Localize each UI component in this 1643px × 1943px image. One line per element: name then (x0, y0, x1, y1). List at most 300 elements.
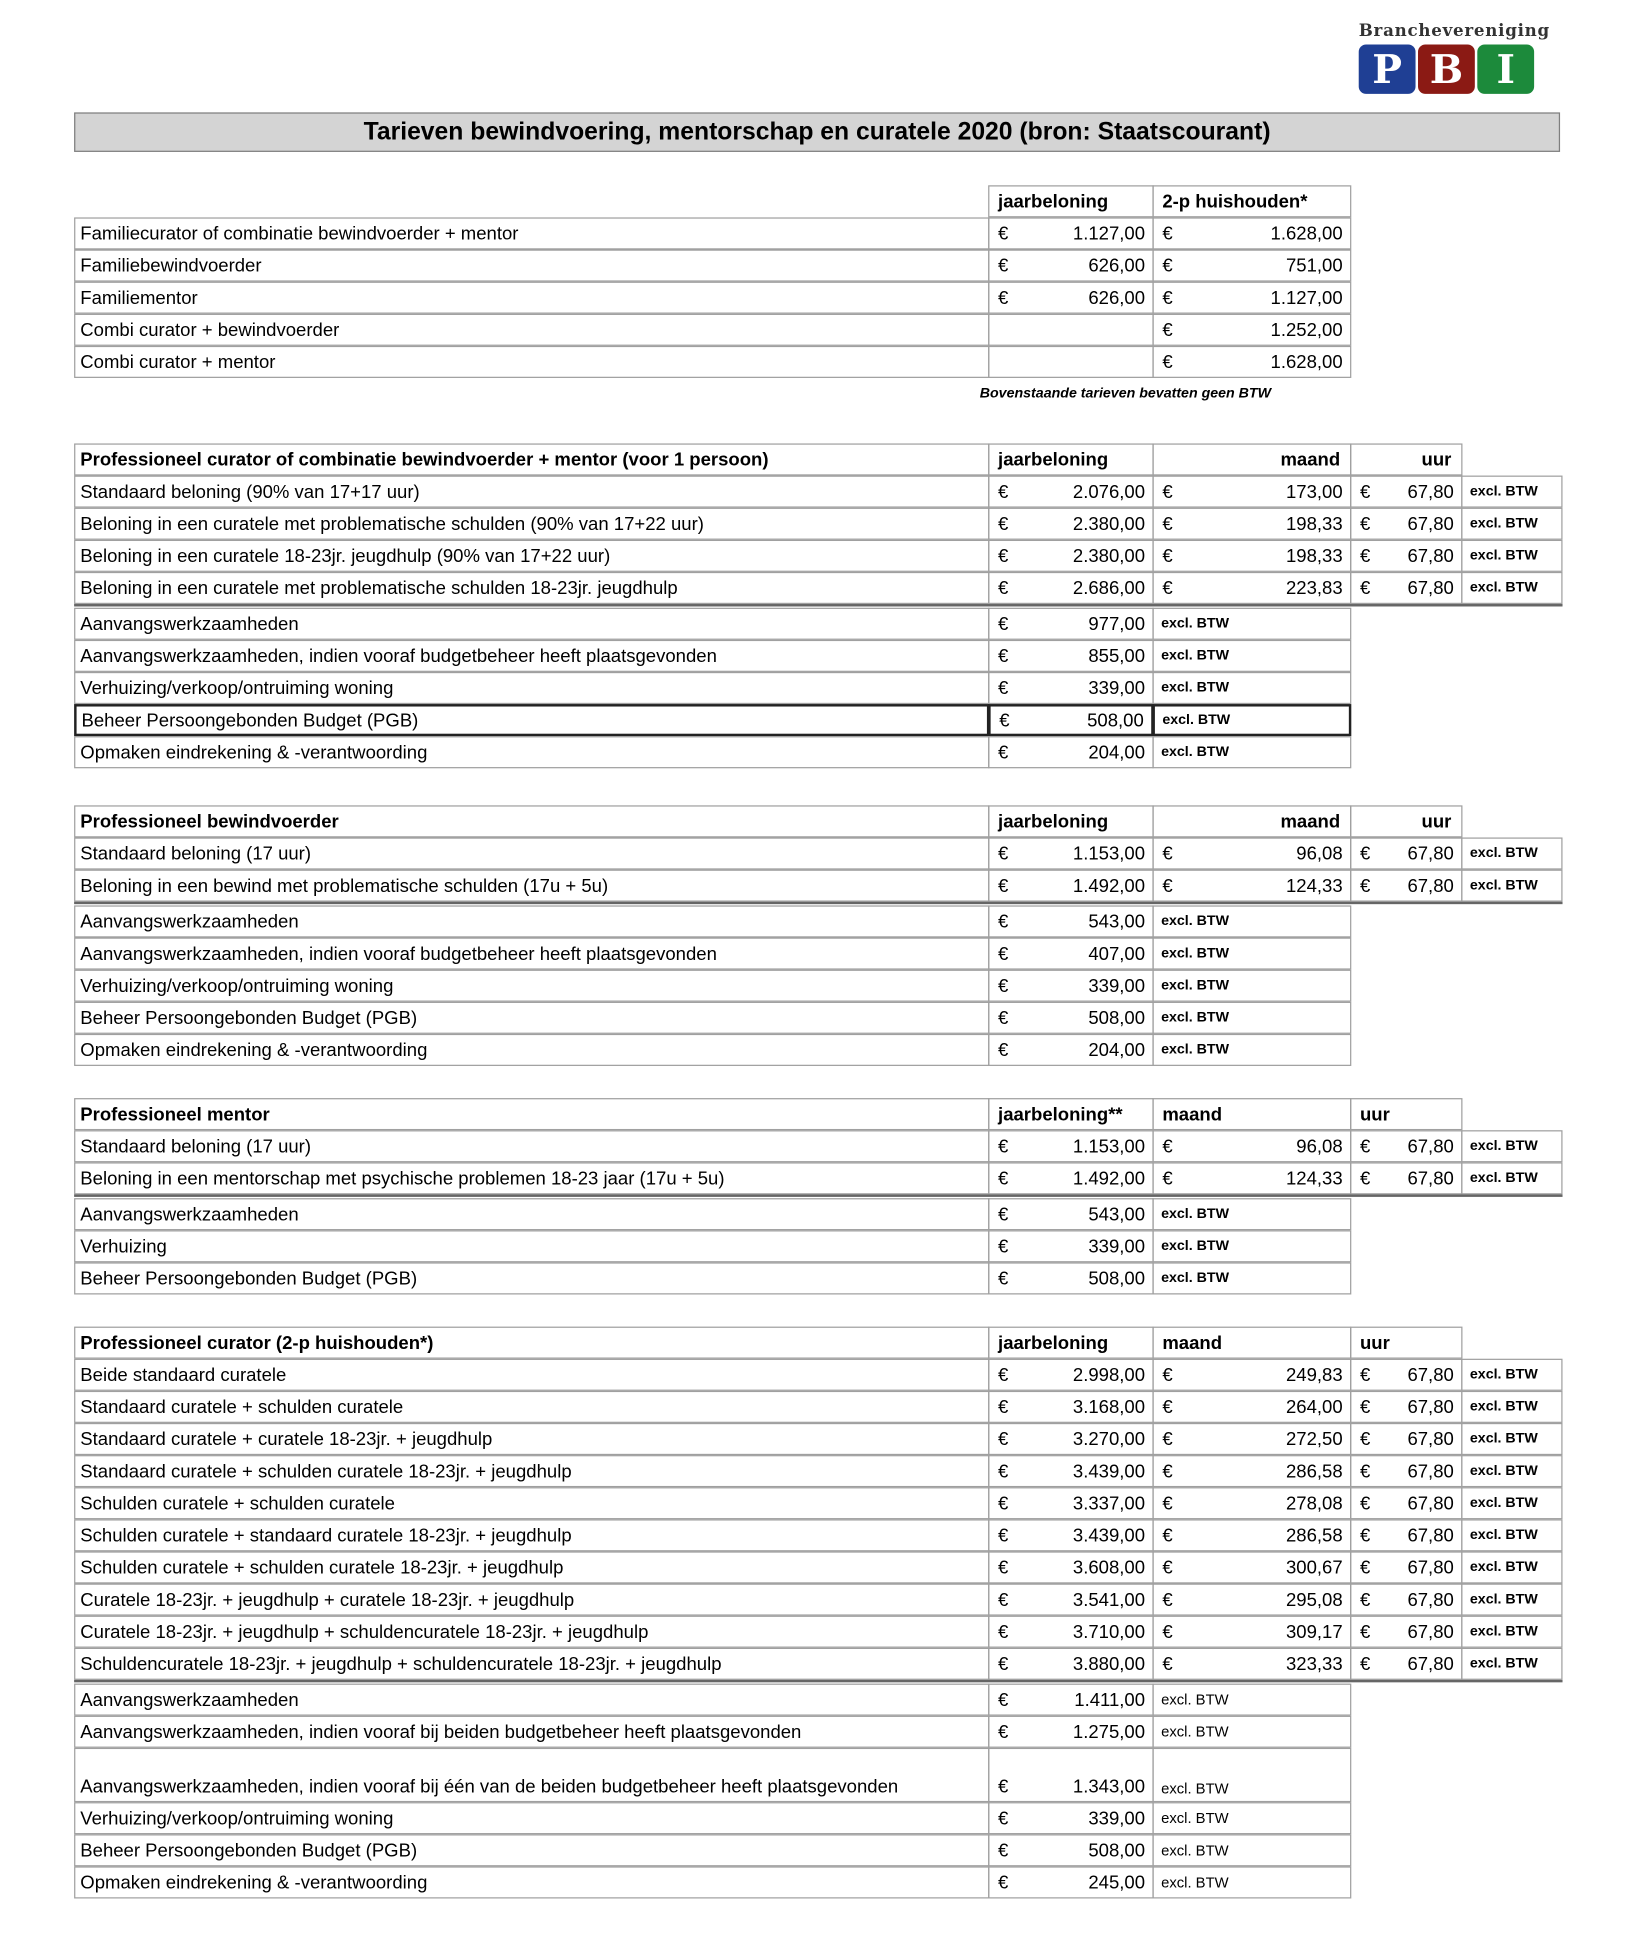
huishouden-cell (1152, 282, 1351, 314)
currency-sign: € (998, 287, 1009, 309)
btw-label: excl. BTW (1461, 1391, 1562, 1423)
logo-caption: Branchevereniging (1358, 20, 1550, 41)
currency-sign: € (1162, 1621, 1173, 1643)
table-row (74, 1616, 1562, 1648)
btw-label: excl. BTW (1461, 1584, 1562, 1616)
currency-sign: € (1359, 513, 1371, 535)
currency-sign: € (998, 1653, 1009, 1675)
currency-sign: € (998, 1839, 1009, 1861)
jaarbeloning-cell (988, 1130, 1154, 1162)
btw-label: excl. BTW (1461, 1487, 1562, 1519)
uur-cell (1350, 1130, 1462, 1162)
maand-cell (1152, 1616, 1351, 1648)
currency-sign: € (1359, 1460, 1371, 1482)
jaarbeloning-cell (988, 938, 1154, 970)
column-header-jaarbeloning: jaarbeloning (988, 1327, 1154, 1359)
currency-sign: € (1162, 1589, 1173, 1611)
amount: 264,00 (1285, 1396, 1343, 1418)
amount: 543,00 (1088, 1203, 1146, 1225)
jaarbeloning-cell (988, 1487, 1154, 1519)
btw-label: excl. BTW (1152, 640, 1351, 672)
currency-sign: € (999, 709, 1010, 731)
amount: 1.411,00 (1074, 1689, 1146, 1711)
currency-sign: € (1162, 1364, 1173, 1386)
column-header-uur: uur (1350, 443, 1462, 475)
row-label: Standaard beloning (17 uur) (74, 837, 989, 869)
amount: 626,00 (1088, 287, 1146, 309)
column-header-uur: uur (1350, 1327, 1462, 1359)
amount: 751,00 (1285, 255, 1343, 277)
jaarbeloning-cell (988, 837, 1154, 869)
uur-cell (1350, 1616, 1462, 1648)
currency-sign: € (998, 1396, 1009, 1418)
amount: 96,08 (1296, 1135, 1343, 1157)
table-row (74, 1002, 1562, 1034)
table-row (74, 704, 1562, 736)
uur-cell (1350, 1648, 1462, 1680)
currency-sign: € (1162, 1556, 1173, 1578)
btw-label: excl. BTW (1461, 1616, 1562, 1648)
currency-sign: € (1162, 351, 1173, 373)
amount: 1.153,00 (1072, 1135, 1146, 1157)
uur-cell (1350, 1584, 1462, 1616)
amount: 67,80 (1407, 1524, 1454, 1546)
btw-label: excl. BTW (1461, 837, 1562, 869)
uur-cell (1350, 476, 1462, 508)
amount: 286,58 (1285, 1460, 1343, 1482)
currency-sign: € (998, 255, 1009, 277)
amount: 3.608,00 (1072, 1556, 1146, 1578)
jaarbeloning-cell (988, 1748, 1154, 1802)
jaarbeloning-cell (988, 1616, 1154, 1648)
currency-sign: € (998, 1524, 1009, 1546)
amount: 3.168,00 (1072, 1396, 1146, 1418)
row-label: Aanvangswerkzaamheden, indien vooraf budgetbeheer heeft plaatsgevonden (74, 640, 989, 672)
column-header-maand: maand (1152, 443, 1351, 475)
row-label: Aanvangswerkzaamheden (74, 905, 989, 937)
table-row (74, 1748, 1562, 1802)
currency-sign: € (998, 1871, 1009, 1893)
column-header-jaarbeloning: jaarbeloning (988, 185, 1154, 217)
amount: 323,33 (1285, 1653, 1343, 1675)
amount: 1.127,00 (1270, 287, 1343, 309)
jaarbeloning-cell (988, 970, 1154, 1002)
table-row (74, 1519, 1562, 1551)
currency-sign: € (998, 1203, 1009, 1225)
row-label: Familiementor (74, 282, 989, 314)
currency-sign: € (1162, 513, 1173, 535)
amount: 96,08 (1296, 843, 1343, 865)
btw-label: excl. BTW (1461, 1455, 1562, 1487)
currency-sign: € (1162, 1396, 1173, 1418)
jaarbeloning-cell (988, 1423, 1154, 1455)
btw-label: excl. BTW (1152, 736, 1351, 768)
currency-sign: € (1162, 1653, 1173, 1675)
btw-label: excl. BTW (1152, 1834, 1351, 1866)
currency-sign: € (998, 1135, 1009, 1157)
maand-cell (1152, 476, 1351, 508)
currency-sign: € (998, 943, 1009, 965)
currency-sign: € (998, 1460, 1009, 1482)
amount: 124,33 (1285, 875, 1343, 897)
amount: 407,00 (1088, 943, 1146, 965)
jaarbeloning-cell (988, 672, 1154, 704)
section-header: Professioneel mentor (74, 1098, 989, 1130)
maand-cell (1152, 1359, 1351, 1391)
uur-cell (1350, 572, 1462, 604)
amount: 67,80 (1407, 843, 1454, 865)
amount: 1.628,00 (1270, 351, 1343, 373)
row-label: Standaard curatele + curatele 18-23jr. + jeugdhulp (74, 1423, 989, 1455)
row-label: Standaard beloning (17 uur) (74, 1130, 989, 1162)
btw-label: excl. BTW (1461, 1130, 1562, 1162)
table-row (74, 938, 1562, 970)
currency-sign: € (998, 1776, 1009, 1798)
page-title: Tarieven bewindvoering, mentorschap en curatele 2020 (bron: Staatscourant) (74, 112, 1560, 152)
currency-sign: € (998, 677, 1009, 699)
huishouden-cell (1152, 250, 1351, 282)
currency-sign: € (1359, 1589, 1371, 1611)
currency-sign: € (1359, 1556, 1371, 1578)
uur-cell (1350, 1359, 1462, 1391)
amount: 2.380,00 (1072, 513, 1146, 535)
uur-cell (1350, 1455, 1462, 1487)
table-row (74, 1391, 1562, 1423)
maand-cell (1152, 870, 1351, 902)
jaarbeloning-cell (988, 1584, 1154, 1616)
amount: 1.127,00 (1072, 222, 1146, 244)
table-row (74, 572, 1562, 604)
table-row (74, 870, 1562, 902)
maand-cell (1152, 1519, 1351, 1551)
logo-letter-i: I (1477, 44, 1534, 93)
column-header-jaarbeloning: jaarbeloning (988, 805, 1154, 837)
uur-cell (1350, 508, 1462, 540)
amount: 339,00 (1088, 1807, 1146, 1829)
maand-cell (1152, 572, 1351, 604)
row-label: Aanvangswerkzaamheden (74, 1684, 989, 1716)
amount: 1.153,00 (1072, 843, 1146, 865)
amount: 977,00 (1088, 613, 1146, 635)
btw-label: excl. BTW (1152, 1748, 1351, 1802)
currency-sign: € (998, 545, 1009, 567)
currency-sign: € (998, 1039, 1009, 1061)
btw-label: excl. BTW (1152, 672, 1351, 704)
currency-sign: € (1359, 577, 1371, 599)
table-row (74, 476, 1562, 508)
section-divider (74, 604, 1562, 606)
pbi-logo (1358, 20, 1550, 94)
table-row (74, 672, 1562, 704)
row-label: Aanvangswerkzaamheden, indien vooraf budgetbeheer heeft plaatsgevonden (74, 938, 989, 970)
column-header-huishouden: 2-p huishouden* (1152, 185, 1351, 217)
row-label: Beheer Persoongebonden Budget (PGB) (74, 1262, 989, 1294)
jaarbeloning-cell (988, 1002, 1154, 1034)
table-row (74, 346, 1562, 378)
table-row (74, 185, 1562, 217)
jaarbeloning-cell (988, 1684, 1154, 1716)
table-row (74, 540, 1562, 572)
currency-sign: € (1359, 1492, 1371, 1514)
amount: 855,00 (1088, 645, 1146, 667)
btw-label: excl. BTW (1152, 1198, 1351, 1230)
maand-cell (1152, 1162, 1351, 1194)
section-header: Professioneel curator (2-p huishouden*) (74, 1327, 989, 1359)
currency-sign: € (1162, 481, 1173, 503)
maand-cell (1152, 508, 1351, 540)
btw-label: excl. BTW (1461, 1359, 1562, 1391)
column-header-jaarbeloning: jaarbeloning (988, 443, 1154, 475)
amount: 1.492,00 (1072, 1167, 1146, 1189)
column-header-uur: uur (1350, 805, 1462, 837)
amount: 278,08 (1285, 1492, 1343, 1514)
table-row (74, 1359, 1562, 1391)
currency-sign: € (998, 513, 1009, 535)
amount: 508,00 (1087, 709, 1144, 731)
row-label: Schulden curatele + standaard curatele 18-23jr. + jeugdhulp (74, 1519, 989, 1551)
huishouden-cell (1152, 346, 1351, 378)
btw-label: excl. BTW (1461, 870, 1562, 902)
jaarbeloning-cell (988, 1648, 1154, 1680)
currency-sign: € (998, 1492, 1009, 1514)
currency-sign: € (998, 843, 1009, 865)
table-row (74, 1487, 1562, 1519)
jaarbeloning-cell (988, 1230, 1154, 1262)
row-label: Standaard curatele + schulden curatele (74, 1391, 989, 1423)
jaarbeloning-cell (988, 1391, 1154, 1423)
currency-sign: € (998, 1589, 1009, 1611)
jaarbeloning-cell (988, 217, 1154, 249)
table-row (74, 1802, 1562, 1834)
table-row (74, 1584, 1562, 1616)
currency-sign: € (1359, 1364, 1371, 1386)
amount: 67,80 (1407, 1556, 1454, 1578)
table-row (74, 508, 1562, 540)
amount: 67,80 (1407, 1492, 1454, 1514)
amount: 67,80 (1407, 1589, 1454, 1611)
amount: 2.686,00 (1072, 577, 1146, 599)
amount: 67,80 (1407, 1135, 1454, 1157)
jaarbeloning-cell (988, 736, 1154, 768)
btw-label: excl. BTW (1461, 1162, 1562, 1194)
row-label: Verhuizing/verkoop/ontruiming woning (74, 672, 989, 704)
currency-sign: € (998, 577, 1009, 599)
row-label: Beheer Persoongebonden Budget (PGB) (74, 704, 989, 736)
currency-sign: € (1359, 1167, 1371, 1189)
currency-sign: € (998, 1167, 1009, 1189)
amount: 67,80 (1407, 545, 1454, 567)
table-row (74, 443, 1562, 475)
jaarbeloning-cell (988, 870, 1154, 902)
currency-sign: € (998, 1007, 1009, 1029)
amount: 508,00 (1088, 1267, 1146, 1289)
currency-sign: € (1162, 1460, 1173, 1482)
row-label: Beide standaard curatele (74, 1359, 989, 1391)
amount: 339,00 (1088, 1235, 1146, 1257)
btw-label: excl. BTW (1461, 1423, 1562, 1455)
jaarbeloning-cell (988, 905, 1154, 937)
btw-label: excl. BTW (1152, 608, 1351, 640)
currency-sign: € (998, 1235, 1009, 1257)
table-row (74, 640, 1562, 672)
btw-label: excl. BTW (1461, 1519, 1562, 1551)
amount: 3.439,00 (1072, 1524, 1146, 1546)
amount: 2.076,00 (1072, 481, 1146, 503)
jaarbeloning-cell (988, 1359, 1154, 1391)
column-header-jaarbeloning: jaarbeloning** (988, 1098, 1154, 1130)
row-label: Aanvangswerkzaamheden, indien vooraf bij beiden budgetbeheer heeft plaatsgevonden (74, 1716, 989, 1748)
amount: 67,80 (1407, 1167, 1454, 1189)
jaarbeloning-cell (988, 608, 1154, 640)
amount: 2.998,00 (1072, 1364, 1146, 1386)
section-divider (74, 902, 1562, 904)
table-row (74, 1162, 1562, 1194)
currency-sign: € (998, 1621, 1009, 1643)
currency-sign: € (998, 975, 1009, 997)
table-row (74, 1034, 1562, 1066)
btw-label: excl. BTW (1152, 1262, 1351, 1294)
currency-sign: € (1359, 875, 1371, 897)
table-row (74, 1198, 1562, 1230)
table-row (74, 282, 1562, 314)
section-header: Professioneel bewindvoerder (74, 805, 989, 837)
amount: 67,80 (1407, 875, 1454, 897)
btw-label: excl. BTW (1152, 704, 1351, 736)
currency-sign: € (998, 910, 1009, 932)
currency-sign: € (1162, 1135, 1173, 1157)
maand-cell (1152, 837, 1351, 869)
maand-cell (1152, 1455, 1351, 1487)
amount: 204,00 (1088, 741, 1146, 763)
amount: 3.541,00 (1072, 1589, 1146, 1611)
amount: 300,67 (1285, 1556, 1343, 1578)
amount: 245,00 (1088, 1871, 1146, 1893)
btw-label: excl. BTW (1152, 1002, 1351, 1034)
currency-sign: € (998, 1428, 1009, 1450)
uur-cell (1350, 1551, 1462, 1583)
jaarbeloning-cell (988, 1198, 1154, 1230)
amount: 3.710,00 (1072, 1621, 1146, 1643)
btw-note: Bovenstaande tarieven bevatten geen BTW (979, 386, 1272, 402)
jaarbeloning-cell (988, 1034, 1154, 1066)
row-label: Schuldencuratele 18-23jr. + jeugdhulp + schuldencuratele 18-23jr. + jeugdhulp (74, 1648, 989, 1680)
column-header-uur: uur (1350, 1098, 1462, 1130)
section-divider (74, 1680, 1562, 1682)
amount: 249,83 (1285, 1364, 1343, 1386)
jaarbeloning-cell (988, 476, 1154, 508)
uur-cell (1350, 1423, 1462, 1455)
jaarbeloning-cell (988, 640, 1154, 672)
row-label: Opmaken eindrekening & -verantwoording (74, 1034, 989, 1066)
row-label: Beloning in een bewind met problematische schulden (17u + 5u) (74, 870, 989, 902)
table-row (74, 837, 1562, 869)
table-row (74, 1423, 1562, 1455)
table-row (74, 805, 1562, 837)
maand-cell (1152, 540, 1351, 572)
amount: 339,00 (1088, 975, 1146, 997)
amount: 3.880,00 (1072, 1653, 1146, 1675)
currency-sign: € (1162, 287, 1173, 309)
row-label: Verhuizing/verkoop/ontruiming woning (74, 1802, 989, 1834)
table-row (74, 1327, 1562, 1359)
currency-sign: € (1359, 843, 1371, 865)
logo-letter-b: B (1418, 44, 1475, 93)
amount: 3.439,00 (1072, 1460, 1146, 1482)
amount: 67,80 (1407, 1621, 1454, 1643)
row-label: Familiebewindvoerder (74, 250, 989, 282)
table-row (74, 217, 1562, 249)
amount: 67,80 (1407, 513, 1454, 535)
uur-cell (1350, 1487, 1462, 1519)
table-row (74, 1262, 1562, 1294)
table-row (74, 970, 1562, 1002)
logo-letter-p: P (1359, 44, 1416, 93)
currency-sign: € (998, 645, 1009, 667)
amount: 1.492,00 (1072, 875, 1146, 897)
amount: 508,00 (1088, 1839, 1146, 1861)
btw-label: excl. BTW (1152, 1716, 1351, 1748)
maand-cell (1152, 1391, 1351, 1423)
maand-cell (1152, 1551, 1351, 1583)
row-label: Standaard curatele + schulden curatele 18-23jr. + jeugdhulp (74, 1455, 989, 1487)
currency-sign: € (1359, 1524, 1371, 1546)
table-row (74, 1455, 1562, 1487)
table-row (74, 1230, 1562, 1262)
amount: 295,08 (1285, 1589, 1343, 1611)
currency-sign: € (1359, 1396, 1371, 1418)
btw-label: excl. BTW (1461, 476, 1562, 508)
btw-label: excl. BTW (1152, 1034, 1351, 1066)
currency-sign: € (1162, 545, 1173, 567)
currency-sign: € (998, 1689, 1009, 1711)
row-label: Beloning in een curatele met problematische schulden (90% van 17+22 uur) (74, 508, 989, 540)
table-row (74, 608, 1562, 640)
currency-sign: € (998, 613, 1009, 635)
uur-cell (1350, 1391, 1462, 1423)
maand-cell (1152, 1130, 1351, 1162)
jaarbeloning-cell (988, 540, 1154, 572)
btw-label: excl. BTW (1152, 1866, 1351, 1898)
amount: 309,17 (1285, 1621, 1343, 1643)
currency-sign: € (1359, 481, 1371, 503)
btw-label: excl. BTW (1461, 572, 1562, 604)
jaarbeloning-cell (988, 508, 1154, 540)
amount: 3.270,00 (1072, 1428, 1146, 1450)
currency-sign: € (998, 1807, 1009, 1829)
amount: 223,83 (1285, 577, 1343, 599)
jaarbeloning-cell (988, 250, 1154, 282)
btw-label: excl. BTW (1152, 1802, 1351, 1834)
btw-label: excl. BTW (1461, 540, 1562, 572)
row-label: Verhuizing/verkoop/ontruiming woning (74, 970, 989, 1002)
row-label: Verhuizing (74, 1230, 989, 1262)
currency-sign: € (998, 741, 1009, 763)
currency-sign: € (1162, 1492, 1173, 1514)
uur-cell (1350, 870, 1462, 902)
maand-cell (1152, 1584, 1351, 1616)
maand-cell (1152, 1487, 1351, 1519)
table-row (74, 1866, 1562, 1898)
amount: 1.252,00 (1270, 319, 1343, 341)
currency-sign: € (1359, 1428, 1371, 1450)
row-label: Combi curator + bewindvoerder (74, 314, 989, 346)
row-label: Familiecurator of combinatie bewindvoerder + mentor (74, 217, 989, 249)
amount: 339,00 (1088, 677, 1146, 699)
amount: 67,80 (1407, 1460, 1454, 1482)
table-row (74, 1648, 1562, 1680)
table-row (74, 736, 1562, 768)
row-label: Opmaken eindrekening & -verantwoording (74, 736, 989, 768)
